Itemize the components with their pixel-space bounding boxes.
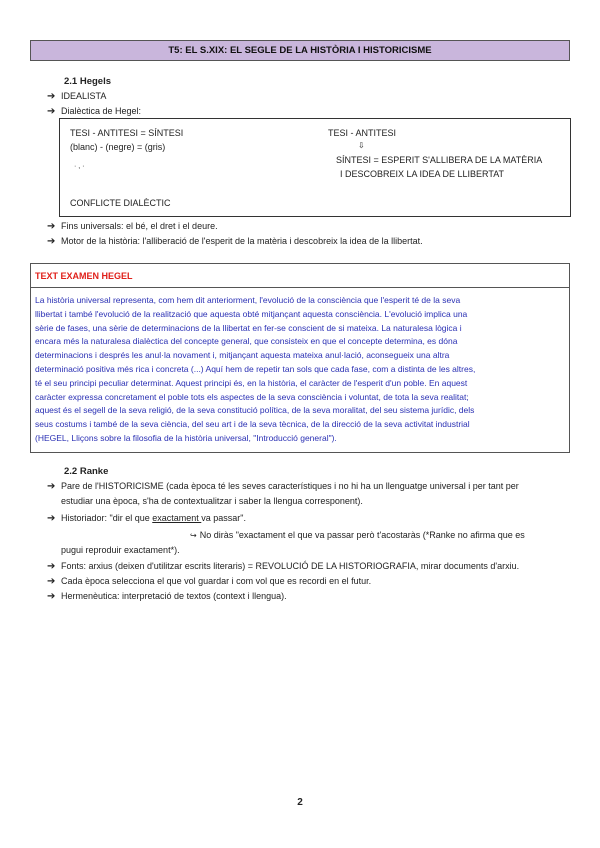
bullet-item: [47, 221, 218, 232]
diagram-left-line1: TESI - ANTITESI = SÍNTESI: [70, 128, 184, 138]
exam-line: La història universal representa, com hem dit anteriorment, l'evolució de la consciència que l'esperit té de la seva: [35, 295, 461, 305]
bullet-item: [47, 591, 287, 602]
bullet-text: Fonts: arxius (deixen d'utilitzar escrits literaris) = REVOLUCIÓ DE LA HISTORIOGRAFIA, mirar documents d'arxiu.: [61, 561, 520, 571]
arrow-bullet-icon: ➔: [47, 481, 56, 492]
diagram-left-marks: · , ·: [74, 163, 85, 170]
exam-body: [35, 294, 565, 446]
bullet-text: Fins universals: el bé, el dret i el deure.: [61, 221, 218, 231]
bullet-text: Cada època selecciona el que vol guardar i com vol que es recordi en el futur.: [61, 576, 372, 586]
down-arrow-icon: ⇩: [358, 141, 365, 150]
diagram-right-line2: SÍNTESI = ESPERIT S'ALLIBERA DE LA MATÈRIA: [336, 155, 543, 165]
exam-line: (HEGEL, Lliçons sobre la filosofia de la història universal, "Introducció general").: [35, 432, 337, 443]
arrow-bullet-icon: ➔: [47, 106, 56, 117]
sub-note: [190, 530, 525, 540]
arrow-bullet-icon: ➔: [47, 513, 56, 524]
diagram-left-bottom: CONFLICTE DIALÈCTIC: [70, 198, 171, 208]
bullet-text: IDEALISTA: [61, 91, 107, 101]
dialectic-diagram-box: [59, 118, 571, 217]
arrow-bullet-icon: ➔: [47, 591, 56, 602]
sub-note-text: No diràs "exactament el que va passar però t'acostaràs (*Ranke no afirma que es: [199, 530, 525, 540]
section-heading-ranke: 2.2 Ranke: [64, 466, 109, 477]
exam-line: caràcter expressa concretament el poble tots els aspectes de la seva consciència i voluntat, de tota la seva realitat;: [35, 391, 469, 402]
bullet-item: [47, 91, 106, 102]
exam-heading: TEXT EXAMEN HEGEL: [31, 264, 569, 288]
bullet-text: Dialèctica de Hegel:: [61, 106, 142, 116]
bullet-item: [47, 561, 519, 572]
exam-line: llibertat i també l'evolució de la realització que aquesta obté mitjançant aquesta consciència. L'evolució implica una: [35, 308, 468, 319]
bullet-continuation: estudiar una època, s'ha de contextualitzar i saber la llengua corresponent).: [61, 496, 363, 506]
exam-line: aquest és el segell de la seva religió, de la seva constitució política, de la seva moralitat, del seu sistema jurídic, dels: [35, 405, 475, 416]
sub-note-continuation: pugui reproduir exactament*).: [61, 545, 180, 555]
diagram-right-line3: I DESCOBREIX LA IDEA DE LLIBERTAT: [340, 169, 505, 179]
exam-line: encara més la naturalesa dialèctica del concepte general, que consisteix en que el concepte determina, es dóna: [35, 336, 458, 347]
diagram-right-line1: TESI - ANTITESI: [328, 128, 397, 138]
bullet-item: [47, 513, 246, 524]
bullet-text: Motor de la història: l'alliberació de l'esperit de la matèria i descobreix la idea de la llibertat.: [61, 236, 423, 246]
bullet-item: [47, 481, 519, 492]
exam-line: determinació positiva més rica i concreta (...) Aquí hem de repetir tan sols que cada fase, com a distinta de les altres,: [35, 363, 476, 374]
bullet-text-pre: Historiador: "dir el que: [61, 513, 153, 523]
bullet-item: [47, 576, 371, 587]
diagram-left-line2: (blanc) - (negre) = (gris): [70, 142, 166, 152]
bullet-text: Pare de l'HISTORICISME (cada època té les seves característiques i no hi ha un llenguatge universal i per tant per: [61, 481, 519, 491]
exam-line: seus costums i també de la seva ciència, del seu art i de la seva tècnica, de la direcció de la seva activitat industrial: [35, 419, 470, 430]
arrow-bullet-icon: ➔: [47, 91, 56, 102]
exam-line: determinacions i després les anul·la novament i, mitjançant aquesta mateixa anul·lació, aconsegueix una altra: [35, 350, 450, 361]
arrow-bullet-icon: ➔: [47, 561, 56, 572]
arrow-bullet-icon: ➔: [47, 221, 56, 232]
section-heading-hegel: 2.1 Hegels: [64, 76, 111, 87]
underlined-word: exactament: [152, 513, 202, 523]
bullet-item: [47, 106, 141, 117]
arrow-bullet-icon: ➔: [47, 576, 56, 587]
bullet-text-post: va passar".: [201, 513, 246, 523]
document-title: T5: EL S.XIX: EL SEGLE DE LA HISTÒRIA I HISTORICISME: [30, 40, 570, 61]
exam-line: té el seu principi peculiar determinat. Aquest principi és, en la història, el caràcter de l'esperit d'un poble. En aquest: [35, 377, 468, 388]
arrow-bullet-icon: ➔: [47, 236, 56, 247]
return-arrow-icon: ↪: [190, 531, 197, 540]
exam-line: sèrie de fases, una sèrie de determinacions de la llibertat en fer-se conscient de si mateixa. La naturalesa lògica i: [35, 322, 462, 333]
bullet-item: [47, 236, 423, 247]
exam-text-box: [30, 263, 570, 453]
page-number: 2: [297, 797, 303, 808]
bullet-text: Hermenèutica: interpretació de textos (context i llengua).: [61, 591, 287, 601]
